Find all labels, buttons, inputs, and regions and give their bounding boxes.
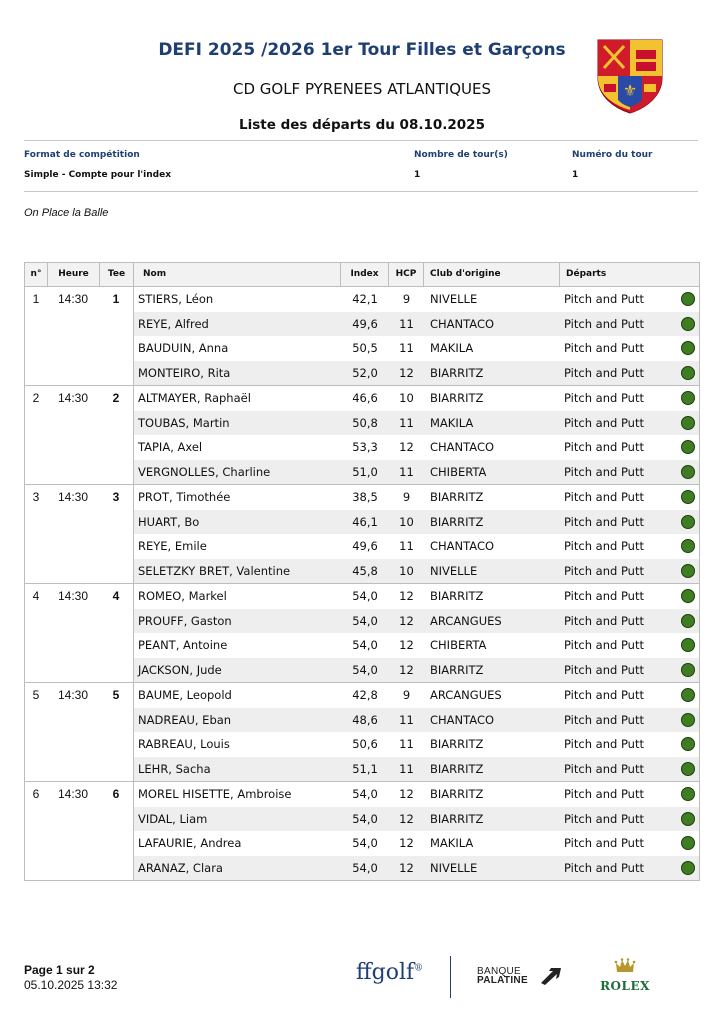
status-dot-icon <box>681 737 695 751</box>
player-index: 49,6 <box>352 316 378 331</box>
table-row <box>134 633 699 658</box>
player-index: 54,0 <box>352 662 378 677</box>
player-index: 46,6 <box>352 391 378 406</box>
start-time: 14:30 <box>57 787 89 801</box>
col-departs: Départs <box>559 263 699 286</box>
player-start-type: Pitch and Putt <box>564 464 644 479</box>
player-name: ALTMAYER, Raphaël <box>138 391 251 406</box>
player-club: BIARRITZ <box>430 365 484 380</box>
player-start-type: Pitch and Putt <box>564 563 644 578</box>
player-index: 54,0 <box>352 811 378 826</box>
player-club: NIVELLE <box>430 292 478 307</box>
rounds-value: 1 <box>414 170 421 180</box>
player-start-type: Pitch and Putt <box>564 662 644 677</box>
group-info <box>25 782 134 880</box>
status-dot-icon <box>681 861 695 875</box>
table-row <box>134 757 699 782</box>
player-name: TAPIA, Axel <box>138 440 203 455</box>
player-name: LAFAURIE, Andrea <box>138 836 242 851</box>
player-index: 42,1 <box>352 292 378 307</box>
player-hcp: 11 <box>399 712 414 727</box>
play-mode: On Place la Balle <box>24 207 109 219</box>
player-name: PROUFF, Gaston <box>138 613 232 628</box>
group-info <box>25 683 134 781</box>
player-hcp: 11 <box>399 761 414 776</box>
table-row <box>134 460 699 485</box>
tee-group <box>25 287 699 385</box>
banque-palatine-logo <box>477 967 528 985</box>
player-name: REYE, Alfred <box>138 316 209 331</box>
player-hcp: 12 <box>399 787 414 802</box>
player-club: BIARRITZ <box>430 787 484 802</box>
status-dot-icon <box>681 366 695 380</box>
player-start-type: Pitch and Putt <box>564 440 644 455</box>
start-list-table <box>24 262 700 881</box>
player-name: TOUBAS, Martin <box>138 415 230 430</box>
status-dot-icon <box>681 416 695 430</box>
player-index: 51,1 <box>352 761 378 776</box>
group-number: 5 <box>32 688 40 702</box>
player-name: BAUME, Leopold <box>138 688 232 703</box>
player-start-type: Pitch and Putt <box>564 787 644 802</box>
svg-text:⚜: ⚜ <box>622 81 638 100</box>
tee-group <box>25 583 699 682</box>
player-start-type: Pitch and Putt <box>564 860 644 875</box>
player-name: SELETZKY BRET, Valentine <box>138 563 291 578</box>
tee-group <box>25 484 699 583</box>
player-hcp: 11 <box>399 316 414 331</box>
player-hcp: 9 <box>402 292 411 307</box>
group-info <box>25 386 134 484</box>
status-dot-icon <box>681 614 695 628</box>
player-hcp: 11 <box>399 341 414 356</box>
player-name: VIDAL, Liam <box>138 811 208 826</box>
page-number: Page 1 sur 2 <box>24 963 95 977</box>
status-dot-icon <box>681 515 695 529</box>
coat-of-arms-icon <box>596 38 664 114</box>
table-header <box>25 263 699 287</box>
table-row <box>134 782 699 807</box>
col-index: Index <box>340 263 388 286</box>
status-dot-icon <box>681 762 695 776</box>
player-index: 54,0 <box>352 638 378 653</box>
player-start-type: Pitch and Putt <box>564 712 644 727</box>
group-number: 6 <box>32 787 40 801</box>
col-nom: Nom <box>133 263 340 286</box>
player-name: JACKSON, Jude <box>138 662 222 677</box>
banque-logo-line1: BANQUE <box>477 966 522 977</box>
player-index: 48,6 <box>352 712 378 727</box>
player-index: 49,6 <box>352 539 378 554</box>
player-hcp: 12 <box>399 613 414 628</box>
player-hcp: 12 <box>399 638 414 653</box>
player-club: NIVELLE <box>430 563 478 578</box>
player-hcp: 12 <box>399 589 414 604</box>
divider <box>24 191 698 192</box>
table-row <box>134 831 699 856</box>
col-club: Club d'origine <box>423 263 559 286</box>
table-row <box>134 287 699 312</box>
player-club: BIARRITZ <box>430 737 484 752</box>
start-time: 14:30 <box>57 589 89 603</box>
status-dot-icon <box>681 663 695 677</box>
status-dot-icon <box>681 391 695 405</box>
start-time: 14:30 <box>57 391 89 405</box>
player-club: MAKILA <box>430 415 474 430</box>
status-dot-icon <box>681 465 695 479</box>
status-dot-icon <box>681 490 695 504</box>
player-name: REYE, Emile <box>138 539 207 554</box>
status-dot-icon <box>681 589 695 603</box>
player-index: 50,6 <box>352 737 378 752</box>
player-index: 54,0 <box>352 589 378 604</box>
status-dot-icon <box>681 564 695 578</box>
status-dot-icon <box>681 812 695 826</box>
player-name: VERGNOLLES, Charline <box>138 464 271 479</box>
player-index: 54,0 <box>352 860 378 875</box>
player-hcp: 11 <box>399 415 414 430</box>
print-date: 05.10.2025 13:32 <box>24 978 118 992</box>
player-name: NADREAU, Eban <box>138 712 232 727</box>
player-index: 53,3 <box>352 440 378 455</box>
player-club: BIARRITZ <box>430 589 484 604</box>
player-index: 54,0 <box>352 787 378 802</box>
tee-number: 4 <box>112 589 120 603</box>
player-start-type: Pitch and Putt <box>564 292 644 307</box>
start-time: 14:30 <box>57 292 89 306</box>
player-club: MAKILA <box>430 836 474 851</box>
format-label: Format de compétition <box>24 150 140 160</box>
player-club: BIARRITZ <box>430 662 484 677</box>
group-info <box>25 584 134 682</box>
table-row <box>134 559 699 584</box>
group-info <box>25 287 134 385</box>
player-index: 50,8 <box>352 415 378 430</box>
player-start-type: Pitch and Putt <box>564 811 644 826</box>
round-number-value: 1 <box>572 170 579 180</box>
table-row <box>134 534 699 559</box>
player-index: 54,0 <box>352 613 378 628</box>
player-start-type: Pitch and Putt <box>564 391 644 406</box>
col-no: n° <box>30 269 42 279</box>
status-dot-icon <box>681 713 695 727</box>
player-start-type: Pitch and Putt <box>564 589 644 604</box>
player-club: BIARRITZ <box>430 514 484 529</box>
player-hcp: 11 <box>399 737 414 752</box>
player-club: ARCANGUES <box>430 613 502 628</box>
rolex-logo-text: ROLEX <box>600 979 650 993</box>
page-title: DEFI 2025 /2026 1er Tour Filles et Garçons <box>158 40 566 60</box>
rounds-label: Nombre de tour(s) <box>414 150 508 160</box>
player-hcp: 10 <box>399 563 414 578</box>
player-name: STIERS, Léon <box>138 292 214 307</box>
tee-number: 5 <box>112 688 120 702</box>
player-index: 38,5 <box>352 490 378 505</box>
table-row <box>134 312 699 337</box>
player-name: PROT, Timothée <box>138 490 231 505</box>
group-number: 2 <box>32 391 40 405</box>
player-start-type: Pitch and Putt <box>564 341 644 356</box>
player-name: ROMEO, Markel <box>138 589 227 604</box>
player-club: BIARRITZ <box>430 811 484 826</box>
divider <box>24 140 698 141</box>
col-heure: Heure <box>47 263 99 286</box>
player-hcp: 11 <box>399 539 414 554</box>
player-hcp: 12 <box>399 811 414 826</box>
group-info <box>25 485 134 583</box>
player-hcp: 12 <box>399 860 414 875</box>
status-dot-icon <box>681 787 695 801</box>
format-value: Simple - Compte pour l'index <box>24 170 172 180</box>
table-row <box>134 658 699 683</box>
table-row <box>134 510 699 535</box>
palatine-arrow-icon <box>539 967 563 985</box>
player-club: CHIBERTA <box>430 464 487 479</box>
player-start-type: Pitch and Putt <box>564 836 644 851</box>
player-hcp: 12 <box>399 836 414 851</box>
table-row <box>134 336 699 361</box>
player-name: MOREL HISETTE, Ambroise <box>138 787 292 802</box>
table-row <box>134 732 699 757</box>
table-row <box>134 485 699 510</box>
player-club: CHANTACO <box>430 316 495 331</box>
start-time: 14:30 <box>57 490 89 504</box>
player-hcp: 11 <box>399 464 414 479</box>
status-dot-icon <box>681 317 695 331</box>
player-index: 52,0 <box>352 365 378 380</box>
player-start-type: Pitch and Putt <box>564 737 644 752</box>
group-number: 1 <box>32 292 40 306</box>
rolex-logo <box>596 958 654 993</box>
table-body <box>25 287 699 880</box>
player-start-type: Pitch and Putt <box>564 365 644 380</box>
status-dot-icon <box>681 341 695 355</box>
player-index: 50,5 <box>352 341 378 356</box>
player-club: BIARRITZ <box>430 391 484 406</box>
status-dot-icon <box>681 539 695 553</box>
player-hcp: 9 <box>402 490 411 505</box>
table-row <box>134 609 699 634</box>
player-hcp: 12 <box>399 440 414 455</box>
status-dot-icon <box>681 836 695 850</box>
player-start-type: Pitch and Putt <box>564 638 644 653</box>
player-club: BIARRITZ <box>430 490 484 505</box>
player-start-type: Pitch and Putt <box>564 613 644 628</box>
ffgolf-logo-text: ffgolf <box>356 960 415 985</box>
player-club: NIVELLE <box>430 860 478 875</box>
player-index: 54,0 <box>352 836 378 851</box>
table-row <box>134 683 699 708</box>
player-name: MONTEIRO, Rita <box>138 365 231 380</box>
table-row <box>134 584 699 609</box>
tee-group <box>25 781 699 880</box>
status-dot-icon <box>681 292 695 306</box>
table-row <box>134 411 699 436</box>
player-name: BAUDUIN, Anna <box>138 341 229 356</box>
player-index: 45,8 <box>352 563 378 578</box>
player-start-type: Pitch and Putt <box>564 316 644 331</box>
table-row <box>134 807 699 832</box>
player-start-type: Pitch and Putt <box>564 688 644 703</box>
player-name: ARANAZ, Clara <box>138 860 223 875</box>
banque-logo-line2: PALATINE <box>477 975 528 986</box>
player-club: BIARRITZ <box>430 761 484 776</box>
player-hcp: 12 <box>399 662 414 677</box>
player-hcp: 10 <box>399 391 414 406</box>
organizer-name: CD GOLF PYRENEES ATLANTIQUES <box>232 80 492 98</box>
tee-number: 1 <box>112 292 120 306</box>
tee-group <box>25 682 699 781</box>
player-name: HUART, Bo <box>138 514 200 529</box>
player-hcp: 9 <box>402 688 411 703</box>
ffgolf-logo: ffgolf® <box>356 960 424 985</box>
player-start-type: Pitch and Putt <box>564 514 644 529</box>
player-name: LEHR, Sacha <box>138 761 211 776</box>
player-index: 46,1 <box>352 514 378 529</box>
logo-divider <box>450 956 451 998</box>
col-tee: Tee <box>99 263 133 286</box>
player-club: CHIBERTA <box>430 638 487 653</box>
player-hcp: 12 <box>399 365 414 380</box>
group-number: 4 <box>32 589 40 603</box>
group-number: 3 <box>32 490 40 504</box>
player-club: ARCANGUES <box>430 688 502 703</box>
player-start-type: Pitch and Putt <box>564 761 644 776</box>
table-row <box>134 435 699 460</box>
player-start-type: Pitch and Putt <box>564 415 644 430</box>
status-dot-icon <box>681 440 695 454</box>
table-row <box>134 386 699 411</box>
tee-number: 6 <box>112 787 120 801</box>
table-row <box>134 361 699 386</box>
player-name: RABREAU, Louis <box>138 737 230 752</box>
table-row <box>134 708 699 733</box>
rolex-crown-icon <box>614 958 636 974</box>
list-title: Liste des départs du 08.10.2025 <box>239 117 485 133</box>
player-club: CHANTACO <box>430 712 495 727</box>
player-start-type: Pitch and Putt <box>564 539 644 554</box>
tee-number: 3 <box>112 490 120 504</box>
tee-number: 2 <box>112 391 120 405</box>
player-name: PEANT, Antoine <box>138 638 228 653</box>
player-club: CHANTACO <box>430 440 495 455</box>
player-index: 42,8 <box>352 688 378 703</box>
start-time: 14:30 <box>57 688 89 702</box>
round-number-label: Numéro du tour <box>572 150 653 160</box>
status-dot-icon <box>681 688 695 702</box>
table-row <box>134 856 699 881</box>
player-start-type: Pitch and Putt <box>564 490 644 505</box>
tee-group <box>25 385 699 484</box>
status-dot-icon <box>681 638 695 652</box>
player-hcp: 10 <box>399 514 414 529</box>
player-index: 51,0 <box>352 464 378 479</box>
col-hcp: HCP <box>388 263 423 286</box>
player-club: MAKILA <box>430 341 474 356</box>
player-club: CHANTACO <box>430 539 495 554</box>
